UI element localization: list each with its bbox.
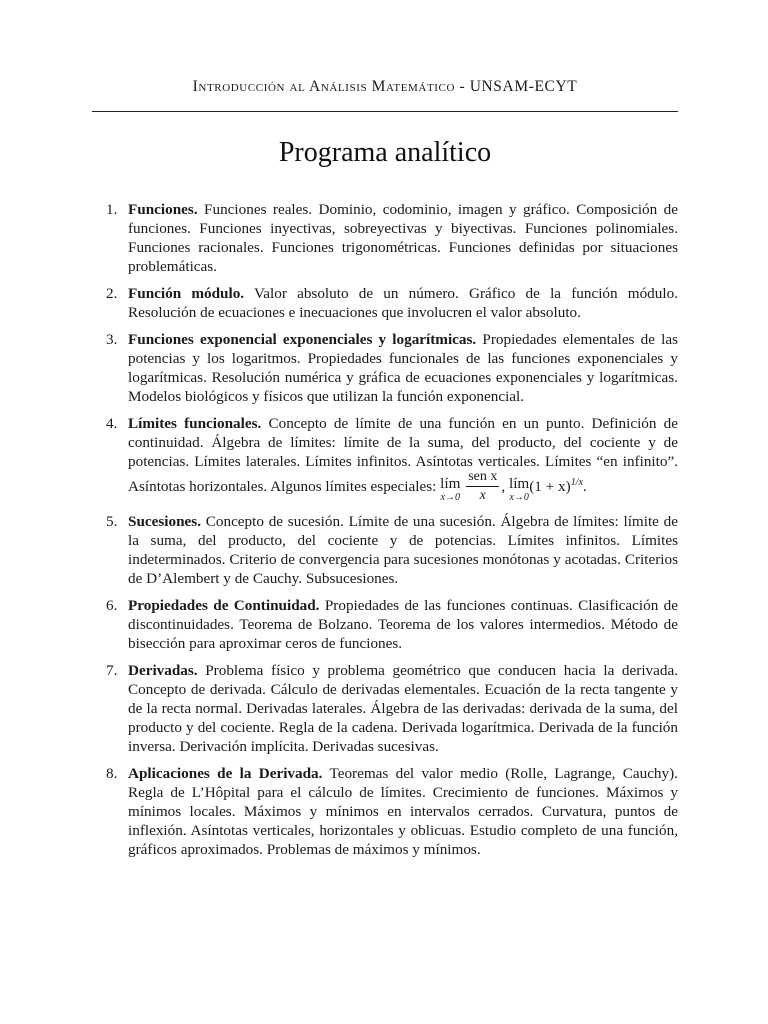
syllabus-item-continuidad bbox=[92, 596, 678, 653]
syllabus-item-aplicaciones bbox=[92, 764, 678, 859]
limit-exponent: 1/x bbox=[570, 476, 583, 488]
limit-operator bbox=[440, 476, 460, 502]
syllabus-item-sucesiones bbox=[92, 512, 678, 588]
item-title: Límites funcionales. bbox=[128, 415, 262, 432]
item-text: Propiedades de las funciones continuas. Clasificación de discontinuidades. Teorema de Bolzano. Teorema de los valores intermedios. Método de bisección para aproximar ceros de funciones. bbox=[128, 597, 678, 652]
item-text: Funciones reales. Dominio, codominio, imagen y gráfico. Composición de funciones. Funciones inyectivas, sobreyectivas y biyectivas. Funciones polinomiales. Funciones racionales. Funciones trigonométricas. Funciones definidas por situaciones problemáticas. bbox=[128, 201, 678, 275]
lim-subscript: x→0 bbox=[509, 491, 529, 503]
running-header: Introducción al Análisis Matemático - UNSAM-ECYT bbox=[192, 78, 578, 95]
lim-word: lím bbox=[508, 475, 530, 493]
formula-separator: , bbox=[501, 477, 506, 495]
item-number: 3. bbox=[106, 331, 118, 348]
page-title: Programa analítico bbox=[278, 137, 492, 168]
item-title: Función módulo. bbox=[128, 285, 245, 302]
item-title: Propiedades de Continuidad. bbox=[128, 597, 320, 614]
item-text: Concepto de sucesión. Límite de una sucesión. Álgebra de límites: límite de la suma, del producto, del cociente y de potencias. Límites infinitos. Límites indeterminados. Criterio de convergencia para sucesiones monótonas y acotadas. Criterios de D’Alembert y de Cauchy. Subsucesiones. bbox=[128, 513, 679, 587]
item-number: 1. bbox=[106, 201, 118, 218]
limit-operator bbox=[509, 476, 529, 502]
item-number: 4. bbox=[106, 415, 118, 432]
item-number: 6. bbox=[106, 597, 118, 614]
item-number: 7. bbox=[106, 662, 118, 679]
fraction bbox=[466, 470, 499, 503]
item-title: Funciones. bbox=[128, 201, 198, 218]
item-title: Derivadas. bbox=[128, 662, 198, 679]
formula-end: . bbox=[582, 477, 587, 495]
special-limits-formula bbox=[440, 469, 587, 503]
syllabus-item-limites bbox=[92, 414, 678, 504]
syllabus-item-derivadas bbox=[92, 661, 678, 756]
item-text: Propiedades elementales de las potencias y los logaritmos. Propiedades funcionales de las funciones exponenciales y logarítmicas. Resolución numérica y gráfica de ecuaciones exponenciales y logarítmicas. Modelos biológicos y físicos que utilizan la función exponencial. bbox=[128, 331, 678, 405]
item-title: Funciones exponencial exponenciales y logarítmicas. bbox=[128, 331, 477, 348]
fraction-numerator: sen x bbox=[466, 470, 499, 487]
item-text: Teoremas del valor medio (Rolle, Lagrange, Cauchy). Regla de L’Hôpital para el cálculo de límites. Crecimiento de funciones. Máximos y mínimos locales. Máximos y mínimos en intervalos cerrados. Curvatura, puntos de inflexión. Asíntotas verticales, horizontales y oblicuas. Estudio completo de una función, gráficos aproximados. Problemas de máximos y mínimos. bbox=[128, 765, 678, 858]
item-number: 2. bbox=[106, 285, 118, 302]
item-title: Sucesiones. bbox=[128, 513, 201, 530]
syllabus-item-funcion-modulo bbox=[92, 284, 678, 322]
lim-word: lím bbox=[440, 475, 461, 493]
syllabus-list bbox=[92, 200, 678, 867]
item-number: 5. bbox=[106, 513, 118, 530]
limit-expression: (1 + x) bbox=[529, 477, 571, 495]
item-text: Valor absoluto de un número. Gráfico de la función módulo. Resolución de ecuaciones e inecuaciones que involucren el valor absoluto. bbox=[128, 285, 678, 321]
fraction-denominator: x bbox=[479, 488, 486, 503]
syllabus-item-exponenciales bbox=[92, 330, 678, 406]
syllabus-item-funciones bbox=[92, 200, 678, 276]
item-text: Concepto de límite de una función en un punto. Definición de continuidad. Álgebra de límites: límite de la suma, del producto, del cociente y de potencias. Límites laterales. Límites infinitos. Asíntotas verticales. Límites “en infinito”. Asíntotas horizontales. Algunos límites especiales: bbox=[128, 415, 678, 495]
item-number: 8. bbox=[106, 765, 118, 782]
header-rule bbox=[92, 111, 678, 112]
item-text: Problema físico y problema geométrico que conducen hacia la derivada. Concepto de derivada. Cálculo de derivadas elementales. Ecuación de la recta tangente y de la recta normal. Derivadas laterales. Álgebra de las derivadas: derivada de la suma, del producto y del cociente. Regla de la cadena. Derivada logarítmica. Derivada de la función inversa. Derivación implícita. Derivadas sucesivas. bbox=[128, 662, 679, 755]
lim-subscript: x→0 bbox=[440, 491, 460, 503]
item-title: Aplicaciones de la Derivada. bbox=[128, 765, 323, 782]
